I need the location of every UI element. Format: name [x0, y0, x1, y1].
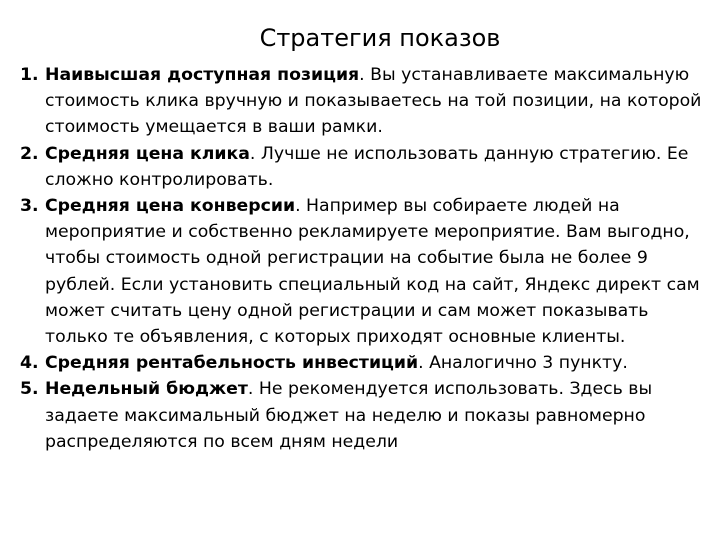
list-item-number: 4. — [20, 353, 39, 374]
list-item-text: . Лучше не использовать данную стратегию. Ее сложно контролировать. — [45, 143, 689, 190]
list-item-text: . Например вы собираете людей на мероприятие и собственно рекламируете мероприятие. Вам выгодно, чтобы стоимость одной регистрации на событие была не более 9 рублей. Если установить специальный код на сайт, Яндекс директ сам может считать цену одной регистрации и сам может показывать только те объявления, с которых приходят основные клиенты. — [45, 196, 700, 348]
list-item-text: . Не рекомендуется использовать. Здесь вы задаете максимальный бюджет на неделю и показы равномерно распределяются по всем дням недели — [45, 379, 653, 452]
strategy-list — [20, 62, 710, 455]
list-item — [20, 376, 710, 455]
list-item-text: . Аналогично 3 пункту. — [418, 353, 628, 374]
slide-title: Стратегия показов — [259, 24, 501, 52]
list-item — [20, 62, 710, 141]
list-item-number: 3. — [20, 196, 39, 217]
list-item-lead: Наивысшая доступная позиция — [45, 65, 360, 85]
list-item-number: 5. — [20, 379, 39, 400]
list-item-lead: Средняя цена конверсии — [45, 196, 296, 217]
list-item-number: 1. — [20, 65, 39, 85]
list-item-text: . Вы устанавливаете максимальную стоимость клика вручную и показываетесь на той позиции, на которой стоимость умещается в ваши рамки. — [45, 65, 702, 138]
list-item — [20, 350, 710, 376]
list-item — [20, 193, 710, 350]
list-item-number: 2. — [20, 143, 39, 164]
list-item — [20, 141, 710, 193]
list-item-lead: Недельный бюджет — [45, 379, 248, 400]
list-item-lead: Средняя цена клика — [45, 143, 250, 164]
list-item-lead: Средняя рентабельность инвестиций — [45, 353, 419, 374]
